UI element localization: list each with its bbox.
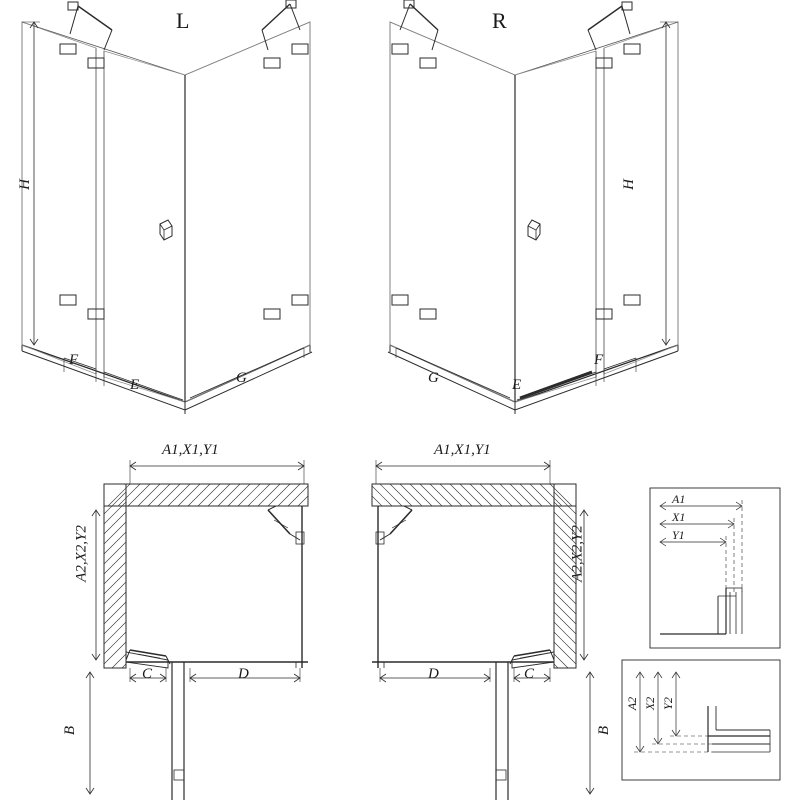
view-3d-right <box>388 0 678 414</box>
detail-top-dimensions <box>650 488 780 648</box>
label-f-right: F <box>594 352 604 368</box>
view-plan-left <box>86 460 308 800</box>
label-top-dim-right: A1,X1,Y1 <box>434 442 491 458</box>
label-g-left: G <box>236 370 247 386</box>
detail-side-dimensions <box>622 660 780 780</box>
label-y2-detail: Y2 <box>660 697 675 710</box>
label-b-right: B <box>596 725 613 736</box>
label-side-dim-right: A2,X2,Y2 <box>569 525 586 582</box>
label-e-left: E <box>130 377 140 393</box>
label-c-left: C <box>142 666 153 682</box>
label-a1-detail: A1 <box>672 492 686 506</box>
label-e-right: E <box>512 377 522 393</box>
label-height-right: H <box>620 179 637 190</box>
label-f-left: F <box>69 352 79 368</box>
label-g-right: G <box>428 370 439 386</box>
label-d-left: D <box>238 666 249 682</box>
label-a2-detail: A2 <box>625 696 640 711</box>
label-variant-left: L <box>176 8 190 33</box>
label-x1-detail: X1 <box>672 510 686 524</box>
label-y1-detail: Y1 <box>672 528 685 542</box>
label-d-right: D <box>428 666 439 682</box>
label-b-left: B <box>62 725 79 736</box>
label-x2-detail: X2 <box>643 696 658 711</box>
label-side-dim-left: A2,X2,Y2 <box>73 525 90 582</box>
label-top-dim-left: A1,X1,Y1 <box>162 442 219 458</box>
view-3d-left <box>22 0 312 414</box>
label-variant-right: R <box>492 8 507 33</box>
label-c-right: C <box>524 666 535 682</box>
label-height-left: H <box>16 179 33 190</box>
view-plan-right <box>372 460 594 800</box>
